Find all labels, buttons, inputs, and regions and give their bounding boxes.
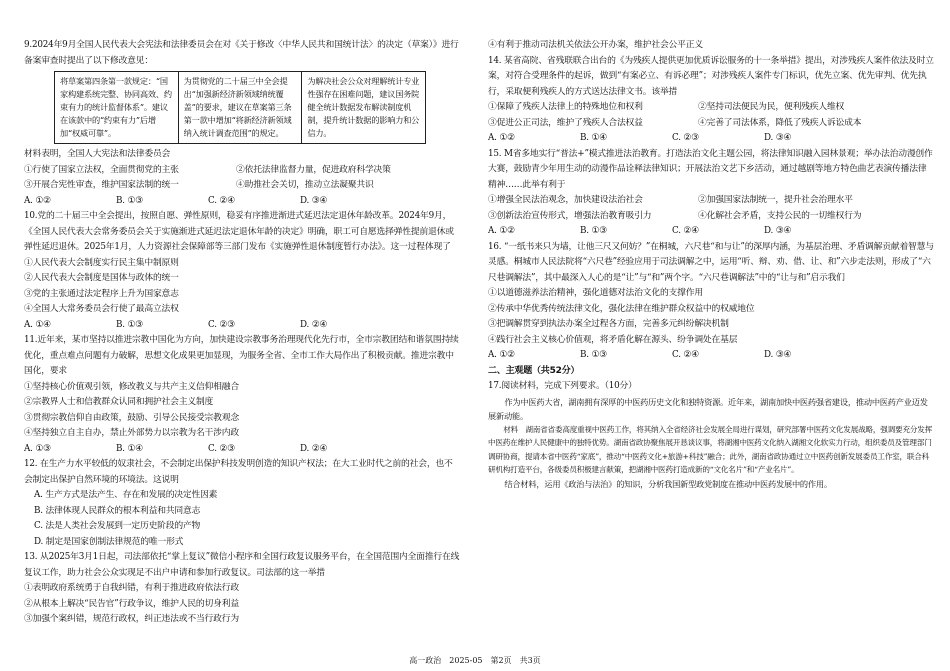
q9-choice-b: B. ①③ bbox=[116, 195, 143, 206]
q9-materials: 材料表明，全国人大宪法和法律委员会 bbox=[24, 149, 171, 159]
q11-choice-d: D. ②④ bbox=[300, 443, 328, 454]
q15-choice-c: C. ②④ bbox=[672, 226, 699, 236]
q14-choice-b: B. ①④ bbox=[580, 133, 607, 143]
q12-stem: 12. 在生产力水平较低的奴隶社会，不会制定出保护科技发明创造的知识产权法；在大工业时代之前的社会，也不会制定出保护自然环境的环境法。这说明 bbox=[24, 459, 453, 485]
q14-choices bbox=[488, 131, 934, 147]
q17-stem: 17.阅读材料，完成下列要求。（10分） bbox=[488, 381, 637, 391]
q14-stem: 14. 某省高院、省残联联合出台的《为残疾人提供更加优质诉讼服务的十一条举措》提出，对涉残疾人案件依法及时立案，对符合受理条件的起诉，做到“有案必立、有诉必理”；对涉残疾人案件专门标识，优先立案、优先审判、优先执行，采取便利残疾人的方式送达法律文书。该举措 bbox=[488, 55, 934, 97]
q13-opt-4: ④有利于推动司法机关依法公开办案，维护社会公平正义 bbox=[488, 40, 703, 50]
section-2-heading: 二、主观题（共52分） bbox=[488, 365, 580, 376]
q11-stem: 11.近年来，某市坚持以推进宗教中国化为方向，加快建设宗教事务治理现代化先行市，全市宗教团结和谐氛围持续优化，重点难点问题有力破解，思想文化成果更加显现，为服务全省、全市工作大局作出了积极贡献。推进宗教中国化，要求 bbox=[24, 335, 459, 376]
q9-table-cell-3: 为解决社会公众对理解统计专业性强存在困难问题，建议国务院健全统计数据发布解读制度机制，提升统计数据的影响力和公信力。 bbox=[307, 76, 420, 138]
q14-opts-row-1 bbox=[488, 100, 934, 116]
right-column bbox=[488, 38, 934, 491]
q15-choices bbox=[488, 224, 934, 240]
q16-choice-a: A. ①② bbox=[488, 350, 515, 360]
q13-stem: 13. 从2025年3月1日起，司法部依托“掌上复议”微信小程序和全国行政复议服务平台，在全国范围内全面推行在线复议工作，助力社会公众实现足不出户申请和参加行政复议。司法部的这一举措 bbox=[24, 552, 460, 578]
q15-choice-b: B. ①③ bbox=[580, 226, 607, 236]
q10-choice-d: D. ②④ bbox=[300, 319, 328, 330]
q13-opt-3: ③加强个案纠错，规范行政权，纠正违法或不当行政行为 bbox=[24, 614, 239, 624]
left-column bbox=[24, 38, 461, 628]
page-footer: 高一政治 2025-05 第2页 共3页 bbox=[409, 656, 541, 665]
q9-table bbox=[54, 71, 426, 144]
q16-choice-b: B. ①③ bbox=[580, 350, 607, 360]
q9-choice-c: C. ②④ bbox=[208, 195, 235, 206]
q12-opt-b: B. 法律体现人民群众的根本利益和共同意志 bbox=[34, 505, 201, 516]
q14-choice-d: D. ③④ bbox=[764, 133, 792, 143]
q9-opt-4: ④助推社会关切，推动立法凝聚共识 bbox=[236, 180, 374, 190]
q9-choices bbox=[24, 194, 461, 210]
q9-opt-2: ②依托法律监督力量，促进政府科学决策 bbox=[236, 164, 391, 175]
q15-opts-row-1 bbox=[488, 193, 934, 209]
q11-choice-a: A. ①③ bbox=[24, 443, 51, 454]
q16-choices bbox=[488, 348, 934, 364]
q10-choice-a: A. ①④ bbox=[24, 319, 51, 330]
q9-table-cell-1: 将草案第四条第一款规定：“国家构建系统完整、协同高效、约束有力的统计监督体系”。建议在该款中的“约束有力”后增加“权威可靠”。 bbox=[55, 72, 179, 143]
q10-choice-c: C. ②③ bbox=[208, 319, 235, 330]
q9-stem: 9.2024年9月全国人民代表大会宪法和法律委员会在对《关于修改〈中华人民共和国统计法〉的决定（草案）》进行备案审查时提出了以下修改意见： bbox=[24, 40, 459, 66]
q9-choice-a: A. ①② bbox=[24, 195, 51, 206]
q13-opt-2: ②从根本上解决“民告官”行政争议，维护人民的切身利益 bbox=[24, 598, 239, 609]
q17-material: 材料 湖南省省委高度重视中医药工作，将其纳入全省经济社会发展全局进行谋划，研究部署中医药文化发展战略，强调要充分发挥中医药在维护人民健康中的独特优势。湖南省政协聚焦展开恳谈议事，将湖湘中医药文化纳入湖湘文化软实力行动，组织委员及管理部门调研协商，提请本省中医药“家底”，推动“中医药文化+旅游+科技”融合；此外，湖南省政协通过立中医药创新发展委员工作室，联合科研机构打造平台，各级委员积极建言献策，把湖湘中医药打造成新的“文化名片”和“产业名片”。 bbox=[488, 424, 933, 474]
q17-intro: 作为中医药大省，湖南拥有深厚的中医药历史文化和独特资源。近年来，湖南加快中医药强省建设，推动中医药产业迈发展新动能。 bbox=[488, 396, 928, 421]
q15-choice-d: D. ③④ bbox=[764, 226, 792, 236]
q10-choices bbox=[24, 318, 461, 334]
q11-opt-4: ④坚持独立自主自办，禁止外部势力以宗教为名干涉内政 bbox=[24, 428, 239, 438]
q15-opt-2: ②加强国家法制统一，提升社会治理水平 bbox=[698, 195, 853, 205]
q14-choice-a: A. ①② bbox=[488, 133, 515, 143]
q15-stem: 15. M省多地实行“普法+”模式推进法治教育。打造法治文化主题公园，将法律知识融入园林景观；举办法治动漫创作大赛，鼓励青少年用生动的动漫作品诠释法律知识；开展法治文艺下乡活动，通过越剧等地方特色曲艺表演传播法律精神……此举有利于 bbox=[488, 148, 933, 190]
q15-opt-3: ③创新法治宣传形式，增强法治教育吸引力 bbox=[488, 210, 652, 221]
q16-opt-4: ④践行社会主义核心价值观，将矛盾化解在源头、纷争调处在基层 bbox=[488, 334, 738, 345]
q16-opt-2: ②传承中华优秀传统法律文化，强化法律在维护群众权益中的权威地位 bbox=[488, 303, 755, 314]
q14-opt-2: ②坚持司法便民为民，便利残疾人维权 bbox=[698, 102, 845, 112]
q16-stem: 16. “一纸书来只为墙，让他三尺又何妨？”在桐城，六尺巷“和与让”的深厚内涵，为基层治理、矛盾调解贡献着智慧与灵感。桐城市人民法院将“六尺巷”经验应用于司法调解之中，运用“听、辩、劝、借、让、和”六步走法则，形成了“六尺巷调解法”，其中最深入人心的是“让”与“和”两个字。“六尺巷调解法”中的“让与和”启示我们 bbox=[488, 241, 934, 283]
q9-opts-row-1 bbox=[24, 163, 461, 179]
q14-opts-row-2 bbox=[488, 116, 934, 132]
q10-opt-3: ③党的主张通过法定程序上升为国家意志 bbox=[24, 288, 179, 299]
q10-opt-4: ④全国人大常务委员会行使了最高立法权 bbox=[24, 304, 179, 314]
q15-opt-1: ①增强全民法治观念，加快建设法治社会 bbox=[488, 195, 643, 205]
q16-opt-1: ①以道德滋养法治精神，强化道德对法治文化的支撑作用 bbox=[488, 288, 703, 298]
q11-opt-3: ③贯彻宗教信仰自由政策，鼓励、引导公民接受宗教观念 bbox=[24, 412, 239, 423]
q11-choice-c: C. ②③ bbox=[208, 443, 235, 454]
q9-table-cell-2: 为贯彻党的二十届三中全会提出“加强新经济新领域纳统覆盖”的要求，建议在草案第三条第一款中增加“将新经济新领域纳入统计调查范围”的规定。 bbox=[179, 72, 303, 143]
q15-choice-a: A. ①② bbox=[488, 226, 515, 236]
q17-task: 结合材料，运用《政治与法治》的知识，分析我国新型政党制度在推动中医药发展中的作用。 bbox=[504, 478, 832, 489]
q16-choice-c: C. ②④ bbox=[672, 350, 699, 360]
q10-choice-b: B. ①③ bbox=[116, 319, 143, 330]
q14-opt-3: ③促进公正司法，维护了残疾人合法权益 bbox=[488, 117, 643, 128]
q14-opt-4: ④完善了司法体系，降低了残疾人诉讼成本 bbox=[698, 117, 862, 128]
q15-opt-4: ④化解社会矛盾，支持公民的一切维权行为 bbox=[698, 210, 862, 221]
q12-opt-a: A. 生产方式是法产生、存在和发展的决定性因素 bbox=[34, 490, 218, 500]
q13-opt-1: ①表明政府系统勇于自我纠错，有利于推进政府依法行政 bbox=[24, 583, 239, 593]
q9-choice-d: D. ③④ bbox=[300, 195, 328, 206]
q10-opt-1: ①人民代表大会制度实行民主集中制原则 bbox=[24, 257, 179, 268]
q14-choice-c: C. ②③ bbox=[672, 133, 699, 143]
q9-opts-row-2 bbox=[24, 178, 461, 194]
q11-choices bbox=[24, 442, 461, 458]
q12-opt-c: C. 法是人类社会发展到一定历史阶段的产物 bbox=[34, 521, 201, 531]
q11-opt-1: ①坚持核心价值观引领，修改教义与共产主义信仰相融合 bbox=[24, 381, 239, 392]
q9-opt-3: ③开展合宪性审查，维护国家法制的统一 bbox=[24, 180, 179, 190]
q11-choice-b: B. ①④ bbox=[116, 443, 143, 454]
q10-stem: 10.党的二十届三中全会提出，按照自愿、弹性原则，稳妥有序推进渐进式延迟法定退休年龄改革。2024年9月，《全国人民代表大会常务委员会关于实施渐进式延迟法定退休年龄的决定》明确，职工可自愿选择弹性提前退休或弹性延迟退休。2025年1月，人力资源社会保障部等三部门发布《实施弹性退休制度暂行办法》。这一过程体现了 bbox=[24, 211, 454, 252]
q14-opt-1: ①保障了残疾人法律上的特殊地位和权利 bbox=[488, 102, 643, 112]
q9-opt-1: ①行使了国家立法权，全面贯彻党的主张 bbox=[24, 164, 179, 175]
q12-opt-d: D. 制定是国家创制法律规范的唯一形式 bbox=[34, 536, 184, 547]
q16-choice-d: D. ③④ bbox=[764, 350, 792, 360]
q11-opt-2: ②宗教界人士和信教群众认同和拥护社会主义制度 bbox=[24, 397, 214, 407]
q15-opts-row-2 bbox=[488, 209, 934, 225]
q16-opt-3: ③把调解贯穿到执法办案全过程各方面，完善多元纠纷解决机制 bbox=[488, 319, 729, 329]
q10-opt-2: ②人民代表大会制度是国体与政体的统一 bbox=[24, 273, 179, 283]
